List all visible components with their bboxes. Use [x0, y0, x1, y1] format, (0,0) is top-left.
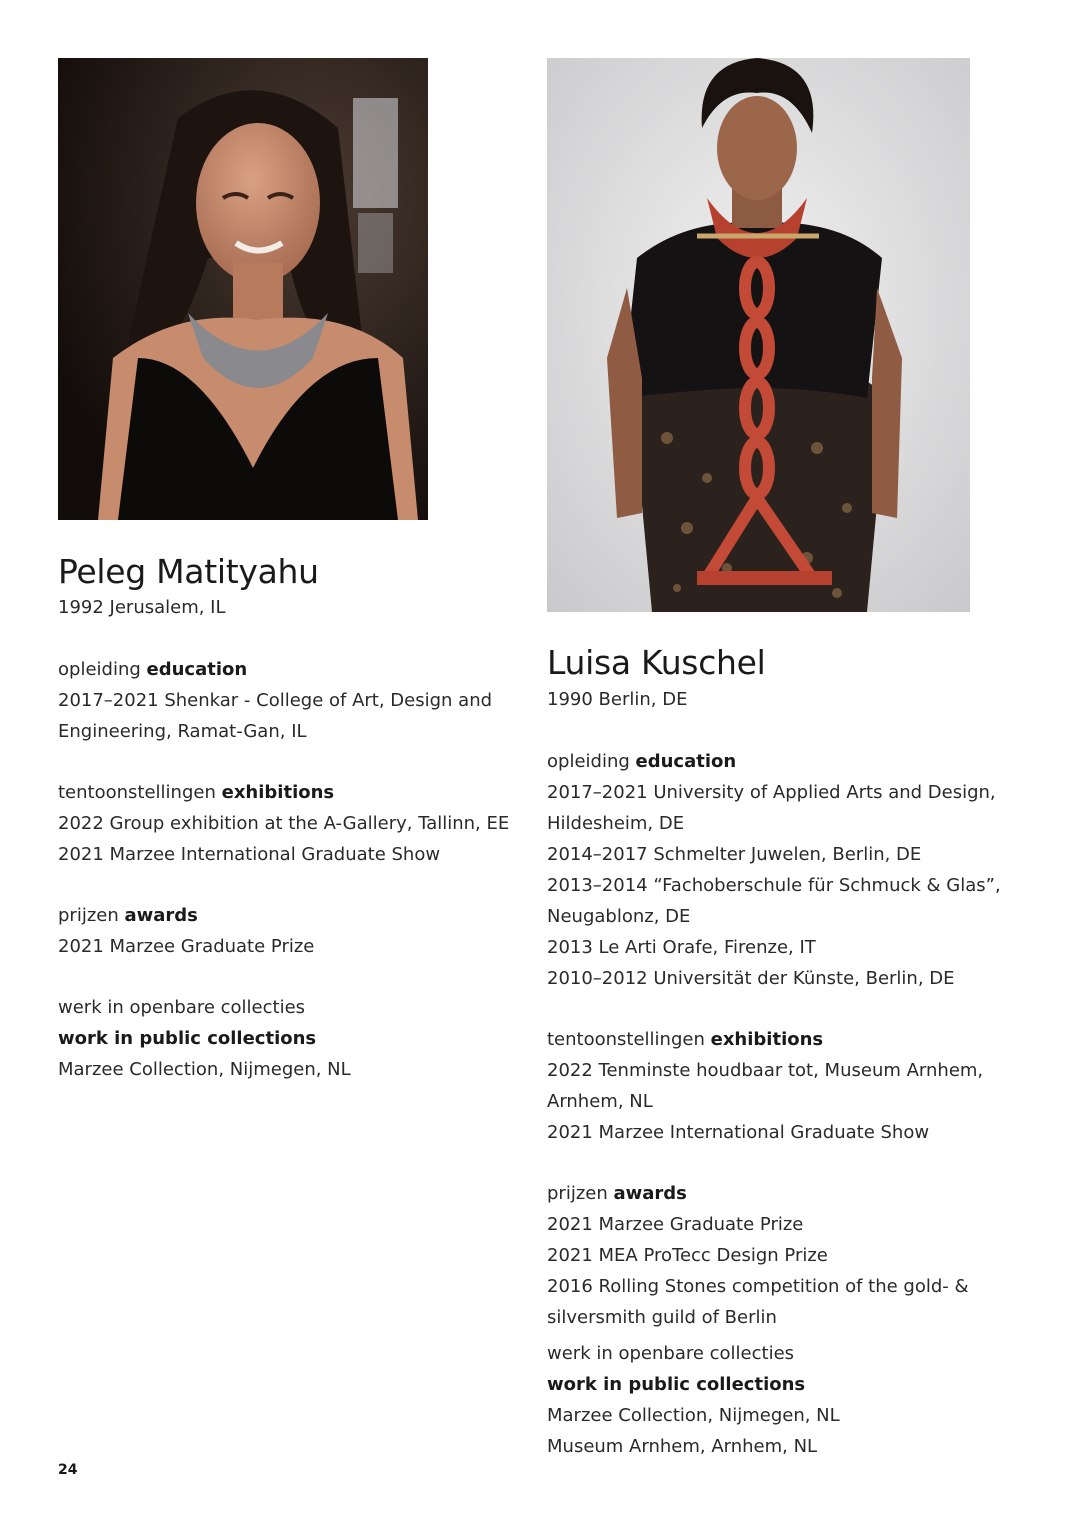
- artist-bio: [58, 654, 509, 1085]
- list-item: 2021 Marzee Graduate Prize: [58, 936, 315, 957]
- list-item: 2016 Rolling Stones competition of the gold- &: [547, 1276, 969, 1297]
- artist-bio: [547, 746, 1001, 1462]
- list-item: silversmith guild of Berlin: [547, 1307, 777, 1328]
- list-item: 2014–2017 Schmelter Juwelen, Berlin, DE: [547, 844, 922, 865]
- section-heading-education: opleiding education: [58, 659, 248, 680]
- portrait-image: [547, 58, 970, 612]
- list-item: 2021 Marzee Graduate Prize: [547, 1214, 804, 1235]
- list-item: Marzee Collection, Nijmegen, NL: [547, 1405, 840, 1426]
- list-item: Marzee Collection, Nijmegen, NL: [58, 1059, 351, 1080]
- list-item: Neugablonz, DE: [547, 906, 691, 927]
- portrait-image: [58, 58, 428, 520]
- section-heading-exhibitions: tentoonstellingen exhibitions: [547, 1029, 824, 1050]
- section-heading-collections-en: work in public collections: [58, 1028, 317, 1049]
- list-item: 2013–2014 “Fachoberschule für Schmuck & Glas”,: [547, 875, 1001, 896]
- list-item: 2013 Le Arti Orafe, Firenze, IT: [547, 937, 816, 958]
- section-heading-exhibitions: tentoonstellingen exhibitions: [58, 782, 335, 803]
- section-heading-collections: werk in openbare collecties: [547, 1343, 795, 1364]
- portrait-photo-luisa: [547, 58, 970, 612]
- list-item: 2021 Marzee International Graduate Show: [547, 1122, 930, 1143]
- artist-birth: 1990 Berlin, DE: [547, 689, 688, 710]
- list-item: Engineering, Ramat-Gan, IL: [58, 721, 307, 742]
- list-item: 2017–2021 Shenkar - College of Art, Design and: [58, 690, 493, 711]
- list-item: Arnhem, NL: [547, 1091, 653, 1112]
- page-number: 24: [58, 1462, 78, 1478]
- artist-birth: 1992 Jerusalem, IL: [58, 597, 226, 618]
- list-item: 2021 Marzee International Graduate Show: [58, 844, 441, 865]
- section-heading-awards: prijzen awards: [58, 905, 198, 926]
- list-item: 2010–2012 Universität der Künste, Berlin, DE: [547, 968, 955, 989]
- list-item: Hildesheim, DE: [547, 813, 685, 834]
- portrait-photo-peleg: [58, 58, 428, 520]
- section-heading-awards: prijzen awards: [547, 1183, 687, 1204]
- list-item: 2022 Tenminste houdbaar tot, Museum Arnhem,: [547, 1060, 984, 1081]
- section-heading-collections-en: work in public collections: [547, 1374, 806, 1395]
- list-item: Museum Arnhem, Arnhem, NL: [547, 1436, 818, 1457]
- list-item: 2022 Group exhibition at the A-Gallery, Tallinn, EE: [58, 813, 510, 834]
- section-heading-education: opleiding education: [547, 751, 737, 772]
- artist-name: Peleg Matityahu: [58, 552, 319, 591]
- list-item: 2017–2021 University of Applied Arts and Design,: [547, 782, 996, 803]
- artist-name: Luisa Kuschel: [547, 643, 766, 682]
- list-item: 2021 MEA ProTecc Design Prize: [547, 1245, 828, 1266]
- section-heading-collections: werk in openbare collecties: [58, 997, 306, 1018]
